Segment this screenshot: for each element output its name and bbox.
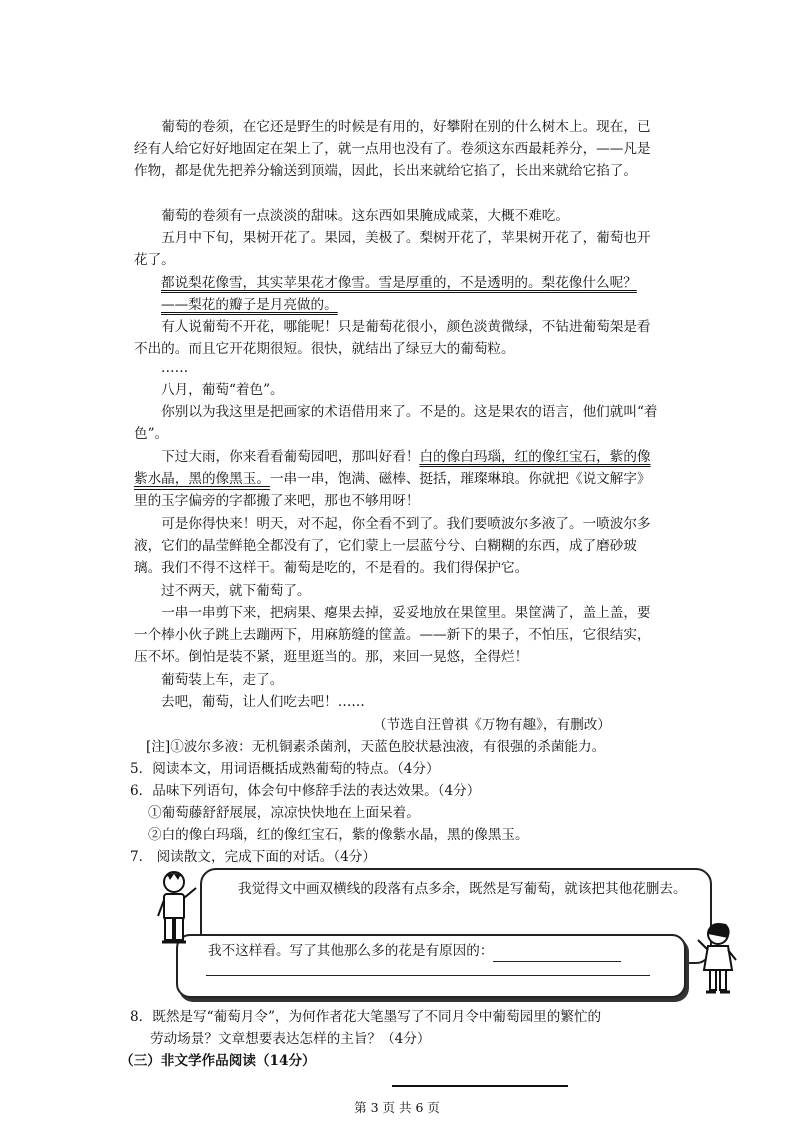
speech-bubble-2-text: 我不这样看。写了其他那么多的花是有原因的：: [208, 940, 668, 962]
paragraph-tendril-taste: 葡萄的卷须有一点淡淡的甜味。这东西如果腌成咸菜，大概不难吃。: [161, 208, 569, 224]
answer-line-2[interactable]: [206, 975, 650, 976]
speech-bubble-1-text: 我觉得文中画双横线的段落有点多余，既然是写葡萄，就该把其他花删去。: [238, 881, 687, 897]
paragraph-after-rain: 下过大雨，你来看看葡萄园吧，那叫好看！白的像白玛瑙，红的像红宝石，紫的像紫水晶，黑的像黑玉。一串一串，饱满、磁棒、挺括，璀璨琳琅。你就把《说文解字》里的玉字偏旁的字都搬了来吧，那也不够用呀！: [134, 449, 651, 510]
girl-cartoon-icon: [690, 920, 744, 1000]
paragraph-bordeaux: 可是你得快来！明天，对不起，你全看不到了。我们要喷波尔多液了。一喷波尔多液，它们的晶莹鲜艳全都没有了，它们蒙上一层蓝兮兮、白糊糊的东西，成了磨砂玻璃。我们不得不这样干。葡萄是吃的，不是看的。我们得保护它。: [134, 516, 651, 577]
boy-cartoon-icon: [150, 868, 204, 952]
question-8-line2: 劳动场景？文章想要表达怎样的主旨？（4分）: [150, 1031, 431, 1047]
footnote: [注]①波尔多液：无机铜素杀菌剂，天蓝色胶状悬浊液，有很强的杀菌能力。: [146, 739, 606, 755]
paragraph-grape-flower: 有人说葡萄不开花，哪能呢！只是葡萄花很小，颜色淡黄微绿，不钻进葡萄架是看不出的。而且它开花期很短。很快，就结出了绿豆大的葡萄粒。: [134, 319, 651, 358]
question-6: 6．品味下列语句，体会句中修辞手法的表达效果。（4分）: [130, 783, 481, 799]
paragraph-loaded: 葡萄装上车，走了。: [161, 672, 284, 688]
paragraph-coloring: 你别以为我这里是把画家的术语借用来了。不是的。这是果农的语言，他们就叫“着色”。: [134, 404, 658, 443]
paragraph-harvest: 一串一串剪下来，把病果、瘪果去掉，妥妥地放在果筐里。果筐满了，盖上盖，要一个棒小伙子跳上去蹦两下，用麻筋缝的筐盖。——新下的果子，不怕压，它很结实，压不坏。倒怕是装不紧，逛里逛当的。那，来回一晃悠，全得烂！: [134, 605, 651, 666]
paragraph-ending: 去吧，葡萄，让人们吃去吧！……: [161, 694, 365, 710]
question-5: 5．阅读本文，用词语概括成熟葡萄的特点。（4分）: [130, 761, 440, 777]
question-8-line1: 8．既然是写“葡萄月令”，为何作者花大笔墨写了不同月令中葡萄园里的繁忙的: [130, 1009, 602, 1025]
question-6-item-1: ①葡萄藤舒舒展展，凉凉快快地在上面呆着。: [148, 805, 420, 821]
question-6-item-2: ②白的像白玛瑙，红的像红宝石，紫的像紫水晶，黑的像黑玉。: [148, 827, 529, 843]
section-3-heading: （三）非文学作品阅读（14分）: [120, 1053, 316, 1069]
paragraph-tendrils: 葡萄的卷须，在它还是野生的时候是有用的，好攀附在别的什么树木上。现在，已经有人给它好好地固定在架上了，就一点用也没有了。卷须这东西最耗养分，——凡是作物，都是优先把养分输送到顶端，因此，长出来就给它掐了，长出来就给它掐了。: [134, 119, 651, 180]
question-7: 7． 阅读散文，完成下面的对话。（4分）: [130, 849, 376, 865]
paragraph-august: 八月，葡萄“着色”。: [161, 382, 284, 398]
source-citation: （节选自汪曾祺《万物有趣》，有删改）: [373, 717, 611, 733]
paragraph-may-blossom: 五月中下旬，果树开花了。果园，美极了。梨树开花了，苹果树开花了，葡萄也开花了。: [134, 230, 651, 269]
page-number: 第 3 页 共 6 页: [354, 1100, 440, 1115]
answer-blank-line[interactable]: [493, 949, 621, 962]
paragraph-pear-blossom-line2: ——梨花的瓣子是月亮做的。: [161, 297, 338, 313]
paragraph-pear-blossom-line1: 都说梨花像雪，其实苹果花才像雪。雪是厚重的，不是透明的。梨花像什么呢？: [161, 275, 637, 291]
underlined-sentence: 白的像白玛瑙，红的像红宝石，紫的像紫水晶，黑的像黑玉。: [134, 449, 651, 488]
paragraph-harvest-start: 过不两天，就下葡萄了。: [161, 583, 311, 599]
ellipsis: ……: [161, 360, 189, 376]
section-divider: [392, 1085, 568, 1087]
